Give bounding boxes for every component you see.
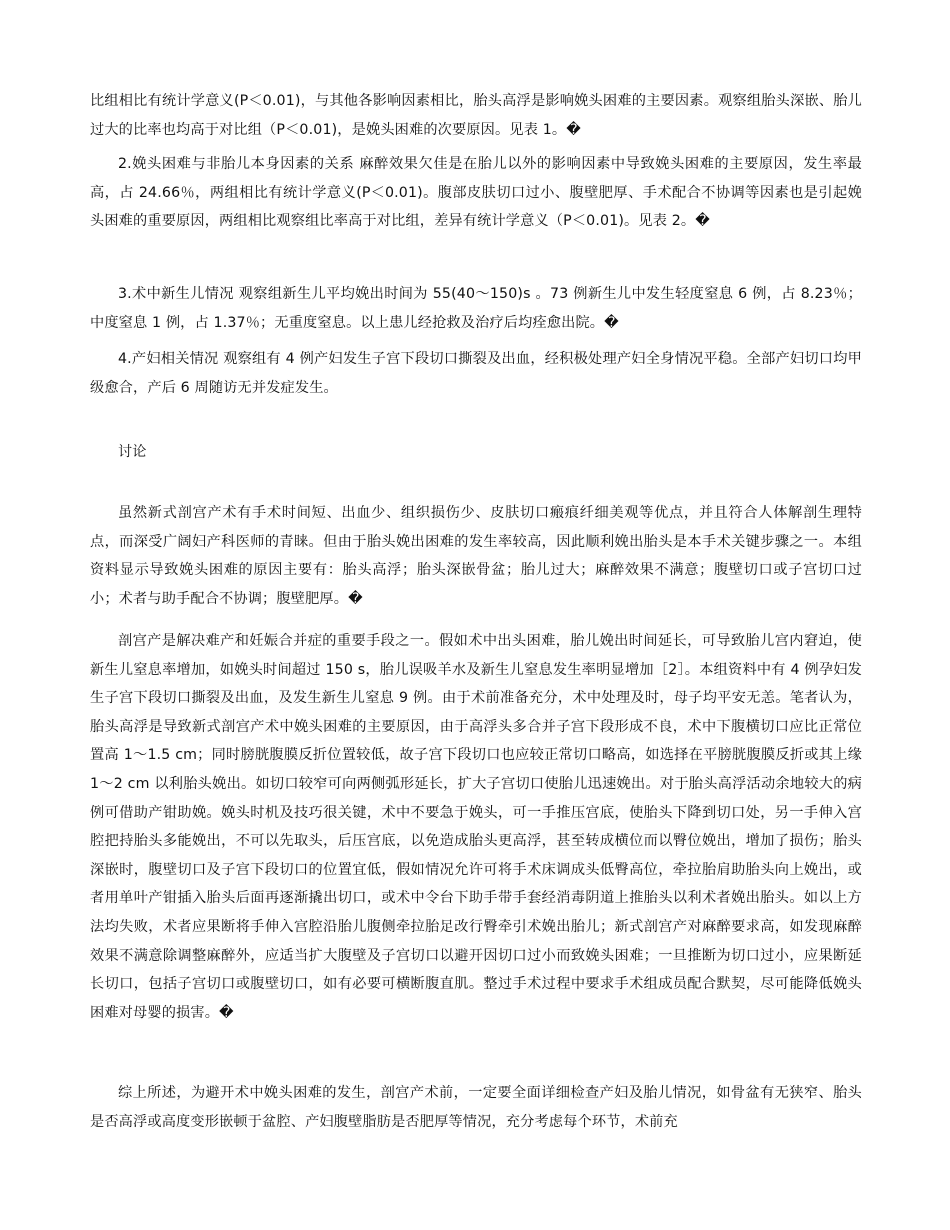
paragraph-text: 综上所述，为避开术中娩头困难的发生，剖宫产术前，一定要全面详细检查产妇及胎儿情况，如骨盆有无狭窄、胎头是否高浮或高度变形嵌顿于盆腔、产妇腹壁脂肪是否肥厚等情况，充分考虑每个环节，术前充 bbox=[90, 1085, 862, 1130]
paragraph-text: 比组相比有统计学意义(P＜0.01)，与其他各影响因素相比，胎头高浮是影响娩头困难的主要因素。观察组胎头深嵌、胎儿过大的比率也均高于对比组（P＜0.01)，是娩头困难的次要原因。见表 1。� bbox=[90, 93, 862, 138]
results-continuation-paragraph bbox=[90, 87, 862, 144]
results-section-3-paragraph bbox=[90, 280, 862, 337]
discussion-paragraph-3 bbox=[90, 1079, 862, 1136]
discussion-heading: 讨论 bbox=[118, 444, 147, 460]
paragraph-text: 2.娩头困难与非胎儿本身因素的关系 麻醉效果欠佳是在胎儿以外的影响因素中导致娩头困难的主要原因，发生率最高，占 24.66％，两组相比有统计学意义(P＜0.01)。腹部皮肤切口过小、腹壁肥厚、手术配合不协调等因素也是引起娩头困难的重要原因，两组相比观察组比率高于对比组，差异有统计学意义（P＜0.01)。见表 2。� bbox=[90, 156, 862, 230]
paragraph-text: 剖宫产是解决难产和妊娠合并症的重要手段之一。假如术中出头困难，胎儿娩出时间延长，可导致胎儿宫内窘迫，使新生儿窒息率增加，如娩头时间超过 150 s，胎儿误吸羊水及新生儿窒息发生率明显增加［2］。本组资料中有 4 例孕妇发生子宫下段切口撕裂及出血，及发生新生儿窒息 9 例。由于术前准备充分，术中处理及时，母子均平安无恙。笔者认为，胎头高浮是导致新式剖宫产术中娩头困难的主要原因，由于高浮头多合并子宫下段形成不良，术中下腹横切口应比正常位置高 1～1.5 cm；同时膀胱腹膜反折位置较低，故子宫下段切口也应较正常切口略高，如选择在平膀胱腹膜反折或其上缘 1～2 cm 以利胎头娩出。如切口较窄可向两侧弧形延长，扩大子宫切口使胎儿迅速娩出。对于胎头高浮活动余地较大的病例可借助产钳助娩。娩头时机及技巧很关键，术中不要急于娩头，可一手推压宫底，使胎头下降到切口处，另一手伸入宫腔把持胎头多能娩出，不可以先取头，后压宫底，以免造成胎头更高浮，甚至转成横位而以臀位娩出，增加了损伤；胎头深嵌时，腹壁切口及子宫下段切口的位置宜低，假如情况允许可将手术床调成头低臀高位，牵拉胎肩助胎头向上娩出，或者用单叶产钳插入胎头后面再逐渐撬出切口，或术中令台下助手带手套经消毒阴道上推胎头以利术者娩出胎头。如以上方法均失败，术者应果断将手伸入宫腔沿胎儿腹侧牵拉胎足改行臀牵引术娩出胎儿；新式剖宫产对麻醉要求高，如发现麻醉效果不满意除调整麻醉外，应适当扩大腹壁及子宫切口以避开因切口过小而致娩头困难；一旦推断为切口过小，应果断延长切口，包括子宫切口或腹壁切口，如有必要可横断腹直肌。整过手术过程中要求手术组成员配合默契，尽可能降低娩头困难对母婴的损害。� bbox=[90, 633, 862, 1021]
discussion-paragraph-1 bbox=[90, 499, 862, 613]
discussion-paragraph-2 bbox=[90, 627, 862, 1027]
paragraph-text: 虽然新式剖宫产术有手术时间短、出血少、组织损伤少、皮肤切口瘢痕纤细美观等优点，并且符合人体解剖生理特点，而深受广阔妇产科医师的青睐。但由于胎头娩出困难的发生率较高，因此顺利娩出胎头是本手术关键步骤之一。本组资料显示导致娩头困难的原因主要有：胎头高浮；胎头深嵌骨盆；胎儿过大；麻醉效果不满意；腹壁切口或子宫切口过小；术者与助手配合不协调；腹壁肥厚。� bbox=[90, 505, 862, 607]
results-section-2-paragraph bbox=[90, 150, 862, 236]
paragraph-text: 3.术中新生儿情况 观察组新生儿平均娩出时间为 55(40～150)s 。73 例新生儿中发生轻度窒息 6 例，占 8.23％；中度窒息 1 例，占 1.37％；无重度窒息。以上患儿经抢救及治疗后均痊愈出院。� bbox=[90, 286, 862, 331]
results-section-4-paragraph bbox=[90, 345, 862, 402]
paragraph-text: 4.产妇相关情况 观察组有 4 例产妇发生子宫下段切口撕裂及出血，经积极处理产妇全身情况平稳。全部产妇切口均甲级愈合，产后 6 周随访无并发症发生。 bbox=[90, 351, 862, 396]
